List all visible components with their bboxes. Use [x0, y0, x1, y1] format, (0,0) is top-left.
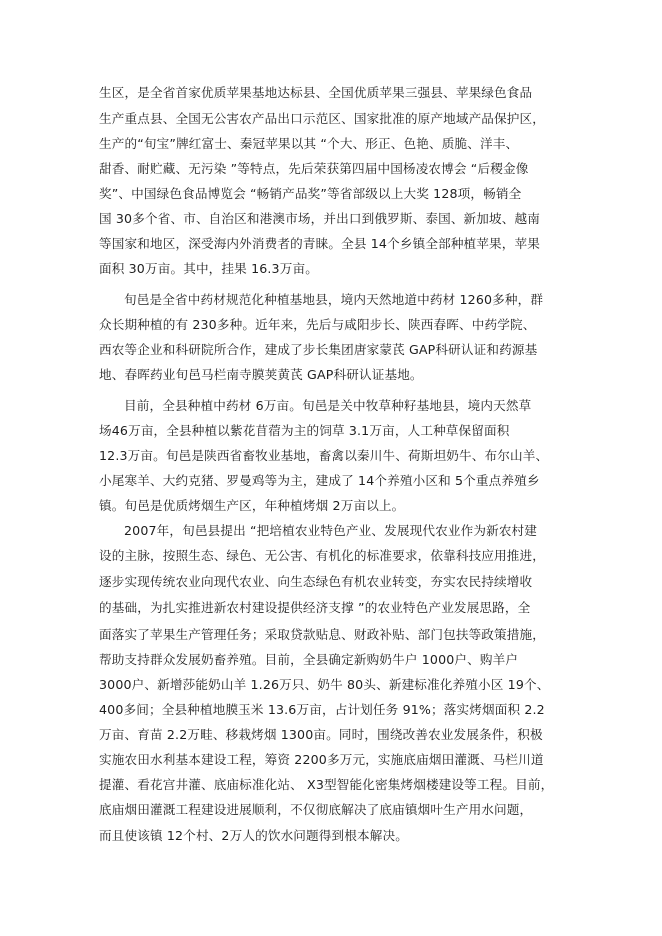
- text-line: 生产的“旬宝”牌红富士、秦冠苹果以其 “个大、形正、色艳、质脆、洋丰、: [99, 136, 519, 151]
- text-line: 小尾寒羊、大约克猪、罗曼鸡等为主，建成了 14个养殖小区和 5个重点养殖乡: [99, 473, 540, 488]
- text-line: 等国家和地区，深受海内外消费者的青睐。全县 14个乡镇全部种植苹果，苹果: [99, 236, 541, 251]
- text-line: 甜香、耐贮藏、无污染 ”等特点，先后荣获第四届中国杨凌农博会 “后稷金像: [99, 161, 529, 176]
- text-line: 底庙烟田灌溉工程建设进展顺利，不仅彻底解决了底庙镇烟叶生产用水问题，: [99, 802, 533, 817]
- paragraph-first-line: 目前，全县种植中药材 6万亩。旬邑是关中牧草种籽基地县，境内天然草: [124, 398, 532, 413]
- text-line: 逐步实现传统农业向现代农业、向生态绿色有机农业转变，夯实农民持续增收: [99, 574, 533, 589]
- paragraph-first-line: 2007年，旬邑县提出 “把培植农业特色产业、发展现代农业作为新农村建: [124, 523, 538, 538]
- text-line: 奖”、中国绿色食品博览会 “畅销产品奖”等省部级以上大奖 128项，畅销全: [99, 186, 522, 201]
- text-line: 设的主脉，按照生态、绿色、无公害、有机化的标准要求，依靠科技应用推进，: [99, 548, 546, 563]
- text-line: 12.3万亩。旬邑是陕西省畜牧业基地，畜禽以秦川牛、荷斯坦奶牛、布尔山羊、: [99, 448, 549, 463]
- text-line: 实施农田水利基本建设工程，筹资 2200多万元，实施底庙烟田灌溉、马栏川道: [99, 752, 544, 767]
- text-line: 400多间；全县种植地膜玉米 13.6万亩，占计划任务 91%；落实烤烟面积 2.2: [99, 702, 545, 717]
- text-line: 众长期种植的有 230多种。近年来，先后与咸阳步长、陕西春晖、中药学院、: [99, 317, 536, 332]
- text-line: 万亩、育苗 2.2万畦、移栽烤烟 1300亩。同时，围绕改善农业发展条件，积极: [99, 727, 543, 742]
- text-line: 国 30多个省、市、自治区和港澳市场，并出口到俄罗斯、泰国、新加坡、越南: [99, 211, 541, 226]
- text-line: 3000户、新增莎能奶山羊 1.26万只、奶牛 80头、新建标准化养殖小区 19个、: [99, 677, 550, 692]
- text-line: 而且使该镇 12个村、2万人的饮水问题得到根本解决。: [99, 828, 409, 843]
- text-line: 地、春晖药业旬邑马栏南寺膜荚黄芪 GAP科研认证基地。: [99, 367, 423, 382]
- text-line: 面积 30万亩。其中，挂果 16.3万亩。: [99, 261, 318, 276]
- text-line: 生区，是全省首家优质苹果基地达标县、全国优质苹果三强县、苹果绿色食品: [99, 85, 533, 100]
- text-line: 的基础，为扎实推进新农村建设提供经济支撑 ”的农业特色产业发展思路，全: [99, 600, 531, 615]
- text-line: 提灌、看花宫井灌、底庙标准化站、 X3型智能化密集烤烟楼建设等工程。目前，: [99, 777, 554, 792]
- text-line: 场46万亩，全县种植以紫花苜蓿为主的饲草 3.1万亩，人工种草保留面积: [99, 423, 510, 438]
- text-line: 面落实了苹果生产管理任务；采取贷款贴息、财政补贴、部门包扶等政策措施，: [99, 627, 546, 642]
- text-line: 帮助支持群众发展奶畜养殖。目前，全县确定新购奶牛户 1000户、购羊户: [99, 652, 519, 667]
- paragraph-first-line: 旬邑是全省中药材规范化种植基地县，境内天然地道中药材 1260多种，群: [124, 292, 544, 307]
- text-line: 镇。旬邑是优质烤烟生产区，年种植烤烟 2万亩以上。: [99, 498, 405, 513]
- text-line: 生产重点县、全国无公害农产品出口示范区、国家批准的原产地域产品保护区，: [99, 111, 546, 126]
- text-line: 西农等企业和科研院所合作，建成了步长集团唐家蒙芪 GAP科研认证和药源基: [99, 342, 538, 357]
